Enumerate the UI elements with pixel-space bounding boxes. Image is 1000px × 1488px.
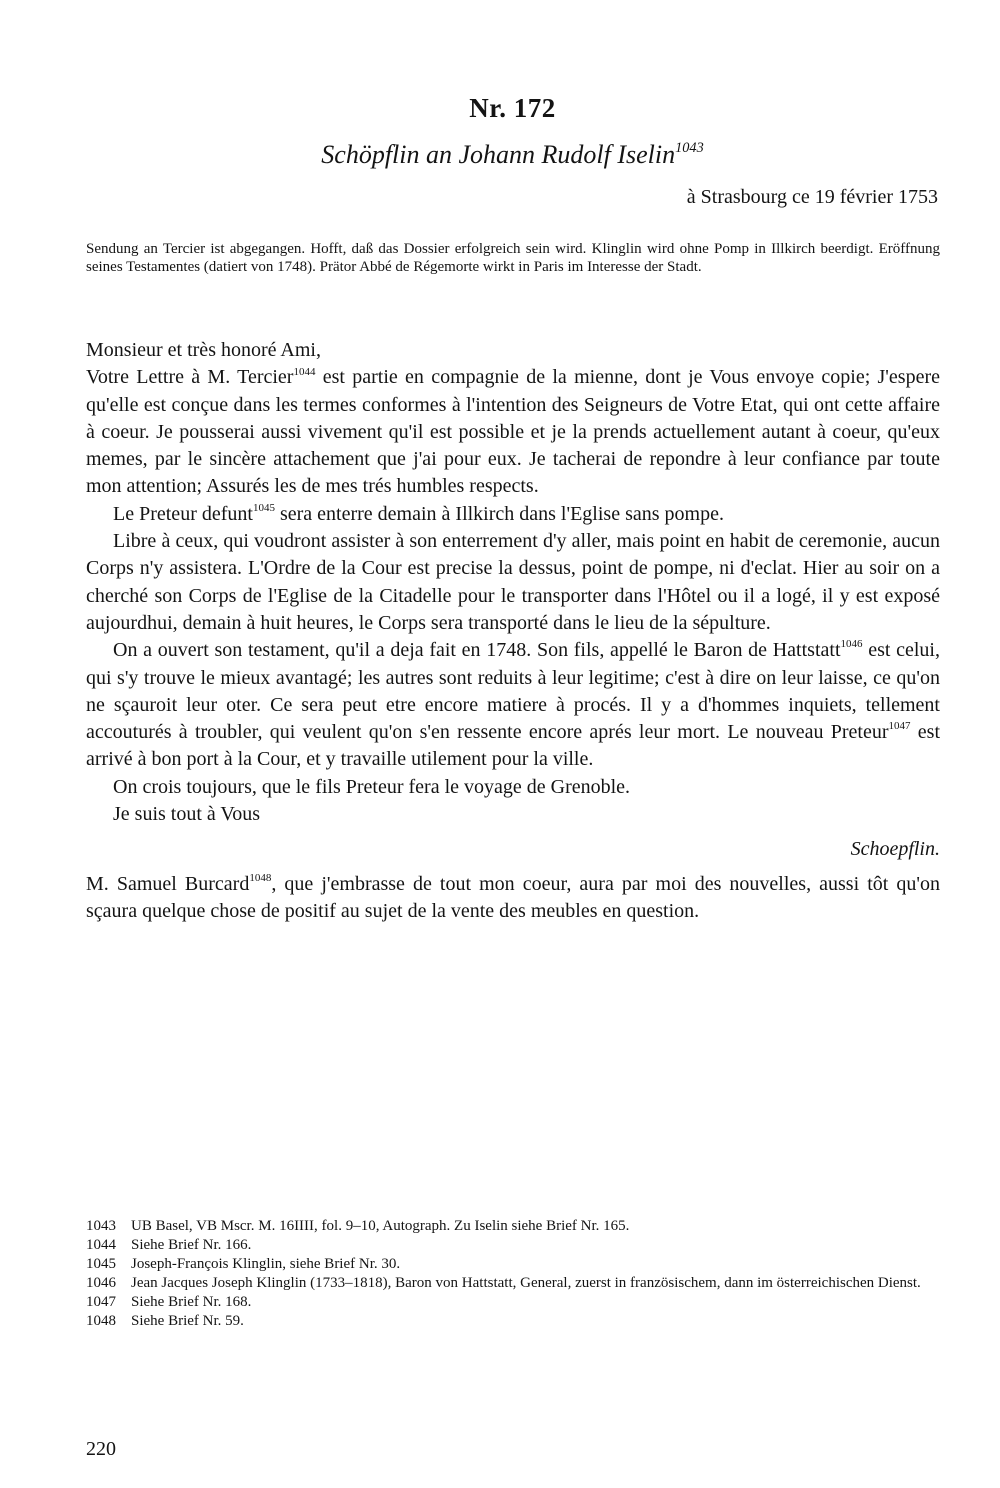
text-run: Votre Lettre à M. Tercier: [86, 366, 294, 389]
text-run: est celui, qui s'y trouve le mieux avantagé; les autres sont reduits à leur legitime; c'est à dire on leur laisse, ce qu'on ne sçauroit leur oter. Ce sera peut etre encore matiere à procés. Il y a d'hommes inquiets, tellement accouturés à troubler, qui veulent qu'on s'en ressente encore aprés leur mort. Le nouveau Preteur: [86, 639, 940, 744]
footnote-text: Siehe Brief Nr. 168.: [131, 1293, 252, 1310]
closing: Je suis tout à Vous: [113, 803, 261, 826]
paragraph-1: [86, 364, 940, 500]
dateline: à Strasbourg ce 19 février 1753: [686, 186, 938, 208]
footnote-number: 1046: [86, 1274, 116, 1291]
text-run: M. Samuel Burcard: [86, 872, 250, 895]
text-run: est arrivé à bon port à la Cour, et y travaille utilement pour la ville.: [86, 721, 940, 771]
footnote: [86, 1293, 944, 1312]
footnote-text: Jean Jacques Joseph Klinglin (1733–1818), Baron von Hattstatt, General, zuerst in französischem, dann im österreichischen Dienst.: [131, 1274, 921, 1291]
footnote-text: Siehe Brief Nr. 166.: [131, 1236, 252, 1253]
footnote-ref: 1045: [252, 501, 275, 514]
footnote: [86, 1217, 944, 1236]
footnote-ref: 1047: [888, 720, 911, 733]
footnote-number: 1043: [86, 1218, 116, 1234]
footnote-ref: 1046: [840, 638, 863, 651]
letter-title: [0, 140, 1000, 170]
text-run: On a ouvert son testament, qu'il a deja fait en 1748. Son fils, appellé le Baron de Hattstatt: [113, 639, 841, 662]
paragraph-2: [86, 501, 940, 528]
footnote-number: 1048: [86, 1312, 116, 1329]
text-run: est partie en compagnie de la mienne, dont je Vous envoye copie; J'espere qu'elle est conçue dans les termes conformes à l'intention des Seigneurs de Votre Etat, qui ont cette affaire à coeur. Je pousserai aussi vivement qu'il est possible et je la prends actuellement autant à coeur, qu'eux memes, par le sincère attachement que j'ai pour eux. Je tacherai de repondre à leur confiance par toute mon attention; Assurés les de mes trés humbles respects.: [86, 366, 940, 498]
footnote: [86, 1312, 944, 1331]
postscript: [86, 871, 940, 926]
letter-body: [86, 337, 940, 925]
footnote-number: 1047: [86, 1293, 116, 1310]
letter-summary: Sendung an Tercier ist abgegangen. Hofft, daß das Dossier erfolgreich sein wird. Klinglin wird ohne Pomp in Illkirch beerdigt. Eröffnung seines Testamentes (datiert von 1748). Prätor Abbé de Régemorte wirkt in Paris im Interesse der Stadt.: [86, 241, 940, 275]
footnote: [86, 1236, 944, 1255]
footnotes: [86, 1217, 944, 1330]
footnote: [86, 1274, 944, 1293]
footnote-text: UB Basel, VB Mscr. M. 16IIII, fol. 9–10, Autograph. Zu Iselin siehe Brief Nr. 165.: [131, 1218, 630, 1234]
page-number: 220: [86, 1438, 116, 1460]
footnote-number: 1045: [86, 1255, 116, 1272]
footnote: [86, 1255, 944, 1274]
signature: Schoepflin.: [850, 838, 940, 861]
paragraph-4: [86, 637, 940, 773]
letter-number: Nr. 172: [469, 93, 556, 123]
text-run: , que j'embrasse de tout mon coeur, aura par moi des nouvelles, aussi tôt qu'on sçaura quelque chose de positif au sujet de la vente des meubles en question.: [86, 872, 941, 922]
footnote-text: Joseph-François Klinglin, siehe Brief Nr. 30.: [131, 1255, 401, 1272]
paragraph-3: Libre à ceux, qui voudront assister à son enterrement d'y aller, mais point en habit de ceremonie, aucun Corps n'y assistera. L'Ordre de la Cour est precise la dessus, point de pompe, ni d'eclat. Hier au soir on a cherché son Corps de l'Eglise de la Citadelle pour le transporter dans l'Hôtel ou il a logé, il y est exposé aujourdhui, demain à huit heures, le Corps sera transporté dans le lieu de la sépulture.: [86, 530, 940, 634]
footnote-text: Siehe Brief Nr. 59.: [131, 1312, 244, 1329]
salutation: Monsieur et très honoré Ami,: [86, 339, 321, 361]
paragraph-5: On crois toujours, que le fils Preteur fera le voyage de Grenoble.: [113, 775, 631, 798]
letter-title-text: Schöpflin an Johann Rudolf Iselin: [321, 140, 676, 169]
footnote-ref: 1044: [293, 365, 316, 378]
footnote-ref: 1048: [249, 871, 272, 884]
text-run: Le Preteur defunt: [113, 502, 253, 525]
footnote-number: 1044: [86, 1236, 116, 1253]
text-run: sera enterre demain à Illkirch dans l'Eglise sans pompe.: [274, 502, 724, 525]
footnote-ref: 1043: [675, 139, 704, 156]
